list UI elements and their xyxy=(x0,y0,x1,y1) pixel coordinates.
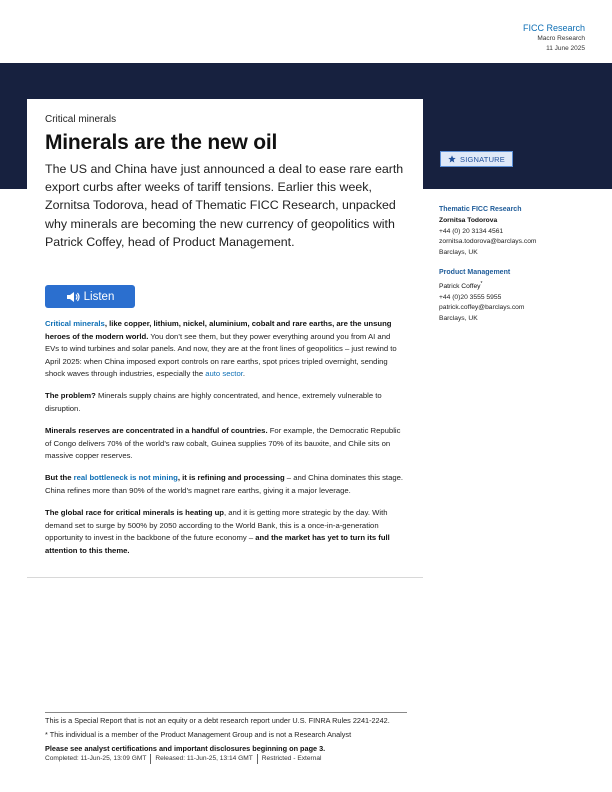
contact-card xyxy=(439,267,589,324)
contact-entity: Barclays, UK xyxy=(439,248,478,256)
star-icon xyxy=(448,155,456,163)
article-lede: The US and China have just announced a deal to ease rare earth export curbs after weeks of tariff tensions. Earlier this week, Zornitsa Todorova, head of Thematic FICC Research, unpacked why minerals are becoming the new currency of geopolitics with Patrick Coffey, head of Product Management. xyxy=(45,162,404,249)
contact-name: Zornitsa Todorova xyxy=(439,217,498,224)
critical-minerals-link[interactable]: Critical minerals xyxy=(45,319,105,328)
disclosure-footer xyxy=(45,712,407,764)
contact-email[interactable]: zornitsa.todorova@barclays.com xyxy=(439,238,537,245)
restriction-stamp: Restricted - External xyxy=(257,754,326,764)
article-title: Minerals are the new oil xyxy=(45,131,278,154)
analyst-note: * This individual is a member of the Product Management Group and is not a Research Analyst xyxy=(45,730,352,739)
report-date: 11 June 2025 xyxy=(546,45,585,52)
article-body xyxy=(45,318,405,567)
paragraph-4: But the real bottleneck is not mining, it is refining and processing – and China dominates this stage. China refines more than 90% of the world’s magnet rare earths, giving it a major leverage. xyxy=(45,473,404,496)
paragraph-5: The global race for critical minerals is heating up, and it is getting more strategic by the day. With demand set to surge by 500% by 2050 according to the World Bank, this is a once-in-a-generation opportunity to invest in the backbone of the future economy – and the market has yet to turn its full attention to this theme. xyxy=(45,508,390,555)
analyst-contacts xyxy=(439,204,589,333)
signature-label: SIGNATURE xyxy=(460,154,505,164)
real-bottleneck-link[interactable]: real bottleneck is not mining xyxy=(73,473,178,483)
article-kicker: Critical minerals xyxy=(45,114,117,125)
report-header xyxy=(523,22,585,54)
finra-note: This is a Special Report that is not an equity or a debt research report under U.S. FINRA Rules 2241-2242. xyxy=(45,716,390,725)
card-divider xyxy=(27,577,423,578)
released-stamp: Released: 11-Jun-25, 13:14 GMT xyxy=(150,754,256,764)
listen-label: Listen xyxy=(83,290,115,303)
contact-phone: +44 (0) 20 3134 4561 xyxy=(439,227,504,235)
paragraph-2: The problem? Minerals supply chains are highly concentrated, and hence, extremely vulnerable to disruption. xyxy=(45,391,382,414)
speaker-icon xyxy=(66,291,80,303)
contact-heading: Product Management xyxy=(439,269,511,276)
contact-entity: Barclays, UK xyxy=(439,314,478,322)
publication-stamps xyxy=(45,754,407,764)
contact-email[interactable]: patrick.coffey@barclays.com xyxy=(439,304,525,312)
contact-name: Patrick Coffey* xyxy=(439,281,483,291)
footnote-mark: * xyxy=(480,281,483,287)
brand-label: FICC Research xyxy=(522,23,585,33)
contact-phone: +44 (0)20 3555 5955 xyxy=(439,293,502,301)
paragraph-1: Critical minerals, like copper, lithium, nickel, aluminium, cobalt and rare earths, are the unsung heroes of the modern world. You don’t see them, but they power everything around you from AI and EVs to wind turbines and solar panels. And now, they are at the front lines of geopolitics – just rewind to April 2025: when China imposed export controls on rare earths, spot prices tripled overnight, sending shock waves through industries, especially the auto sector. xyxy=(45,319,397,379)
division-label: Macro Research xyxy=(537,35,585,42)
paragraph-3: Minerals reserves are concentrated in a handful of countries. For example, the Democratic Republic of Congo delivers 70% of the world’s raw cobalt, Guinea supplies 70% of its bauxite, and Chile sits on massive copper reserves. xyxy=(45,426,401,461)
signature-badge xyxy=(440,151,513,167)
auto-sector-link[interactable]: auto sector xyxy=(205,369,243,379)
article-card xyxy=(27,99,423,577)
contact-card xyxy=(439,204,589,258)
contact-heading: Thematic FICC Research xyxy=(439,206,522,213)
disclosures-note: Please see analyst certifications and important disclosures beginning on page 3. xyxy=(45,744,326,753)
completed-stamp: Completed: 11-Jun-25, 13:09 GMT xyxy=(45,755,147,762)
listen-button[interactable] xyxy=(45,285,135,308)
